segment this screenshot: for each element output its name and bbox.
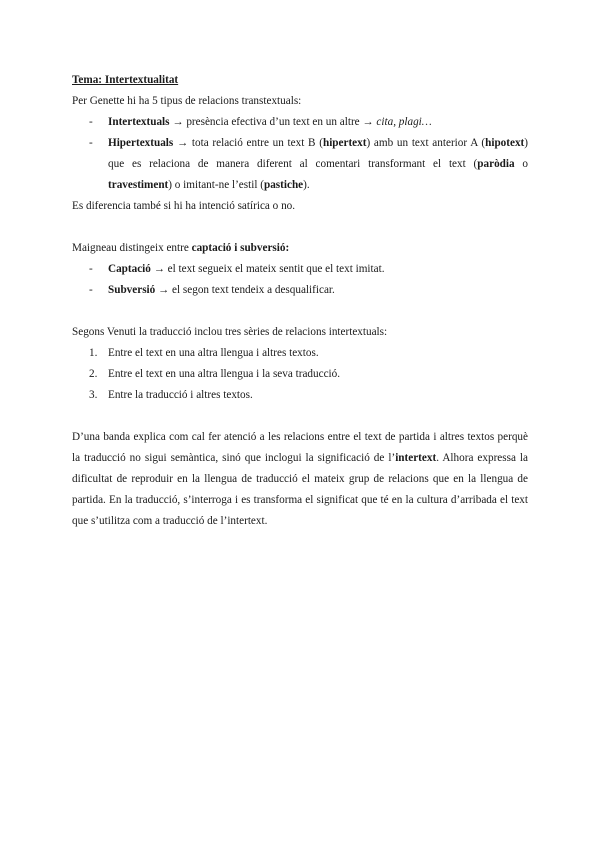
dash-marker: - <box>89 284 93 296</box>
item-text: → el text segueix el mateix sentit que el text imitat. <box>150 263 385 275</box>
item-text: o <box>514 158 529 170</box>
list-item <box>72 385 528 406</box>
item-text: ). <box>303 179 310 191</box>
venuti-intro: Segons Venuti la traducció inclou tres sèries de relacions intertextuals: <box>72 326 388 338</box>
term-pastiche: pastiche <box>263 179 304 191</box>
term-hipertextuals: Hipertextuals <box>108 137 174 149</box>
list-item-subversio <box>72 280 528 301</box>
list-item <box>72 364 528 385</box>
dash-marker: - <box>89 263 93 275</box>
item-text: ) o imitant-ne l’estil ( <box>168 179 264 191</box>
intro-text: Maigneau distingeix entre <box>72 242 192 254</box>
list-item-hipertextuals <box>72 133 528 196</box>
spacer <box>72 301 528 322</box>
spacer <box>72 406 528 427</box>
term-captacio-subversio: captació i subversió: <box>191 242 290 254</box>
maigneau-intro <box>72 238 528 259</box>
genette-intro: Per Genette hi ha 5 tipus de relacions transtextuals: <box>72 95 302 107</box>
maigneau-list <box>72 259 528 301</box>
examples-text: cita, plagi… <box>376 116 432 128</box>
document-title: Tema: Intertextualitat <box>72 74 179 86</box>
genette-note: Es diferencia també si hi ha intenció satírica o no. <box>72 200 296 212</box>
item-text: Entre la traducció i altres textos. <box>108 389 253 401</box>
number-marker: 3. <box>89 389 98 401</box>
term-intertext: intertext <box>395 452 437 464</box>
term-parodia: paròdia <box>477 158 515 170</box>
genette-list <box>72 112 528 196</box>
term-hipertext: hipertext <box>322 137 367 149</box>
dash-marker: - <box>89 137 93 149</box>
list-item <box>72 343 528 364</box>
item-text: Entre el text en una altra llengua i altres textos. <box>108 347 319 359</box>
venuti-list <box>72 343 528 406</box>
closing-paragraph <box>72 427 528 532</box>
term-hipotext: hipotext <box>485 137 525 149</box>
item-text: → presència efectiva d’un text en un altre → <box>169 116 377 128</box>
item-text: → el segon text tendeix a desqualificar. <box>155 284 335 296</box>
item-text: ) amb un text anterior A ( <box>366 137 486 149</box>
number-marker: 1. <box>89 347 98 359</box>
term-subversio: Subversió <box>108 284 156 296</box>
item-text: Entre el text en una altra llengua i la seva traducció. <box>108 368 341 380</box>
paragraph-text: . Alhora expressa la dificultat de reproduir en la llengua de traducció el mateix grup de relacions que en la llengua de partida. En la traducció, s’interroga i es transforma el significat que té en la cultura d’arribada el text que s’utilitza com a traducció de l’intertext. <box>72 452 528 527</box>
term-intertextuals: Intertextuals <box>108 116 170 128</box>
document-content <box>72 70 528 532</box>
term-captacio: Captació <box>108 263 151 275</box>
spacer <box>72 217 528 238</box>
list-item-intertextuals <box>72 112 528 133</box>
paragraph-text: D’una banda explica com cal fer atenció a les relacions entre el text de partida i altres textos perquè la traducció no sigui semàntica, sinó que inclogui la significació de l’ <box>72 431 528 464</box>
number-marker: 2. <box>89 368 98 380</box>
dash-marker: - <box>89 116 93 128</box>
list-item-captacio <box>72 259 528 280</box>
term-travestiment: travestiment <box>108 179 169 191</box>
item-text: ) que es relaciona de manera diferent al comentari transformant el text ( <box>108 137 529 170</box>
item-text: → tota relació entre un text B ( <box>173 137 323 149</box>
